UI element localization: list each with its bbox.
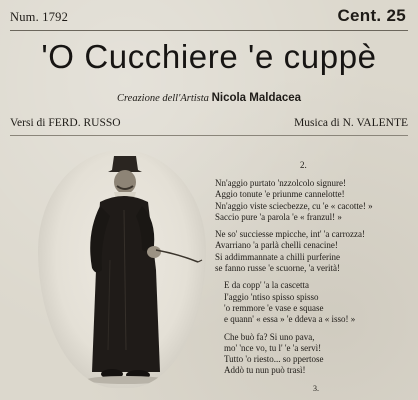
lyric-line: e quann' « essa » 'e ddeva a « isso! » <box>224 314 356 325</box>
performer-photo <box>38 150 206 388</box>
lyrics-credit: Versi di FERD. RUSSO <box>10 117 121 129</box>
page-mark-top: 2. <box>300 160 307 170</box>
lyric-line: Nn'aggio viste sciecbezze, cu 'e « cacotte! » <box>215 200 373 211</box>
issue-number: Num. 1792 <box>10 10 69 24</box>
price-label: Cent. 25 <box>337 6 406 25</box>
lyric-line: I'aggio 'ntiso spisso spisso <box>224 291 319 302</box>
lyric-line: Che buò fa? Si uno pava, <box>224 331 315 342</box>
lyric-line: Aggio tonute 'e priunme cannelotte! <box>215 189 345 200</box>
page-mark-bottom: 3. <box>313 384 319 393</box>
top-divider <box>10 30 408 31</box>
lyric-line: 'o remmore 'e vase e squase <box>224 302 324 313</box>
lyric-line: Tutto 'o riesto... so ppertose <box>224 354 324 365</box>
lyric-line: Si addimmannate a chilli purferine <box>215 251 340 262</box>
artist-name: Nicola Maldacea <box>211 92 302 104</box>
song-title: 'O Cucchiere 'e cuppè <box>41 38 377 75</box>
lyric-line: E da copp' 'a la cascetta <box>224 280 309 291</box>
lyric-line: Saccio pure 'a parola 'e « franzul! » <box>215 211 342 222</box>
creation-prefix: Creazione dell'Artista <box>116 93 209 104</box>
music-credit: Musica di N. VALENTE <box>294 117 408 129</box>
lyric-line: se fanno russe 'e scuorne, 'a verità! <box>215 263 340 274</box>
credits-divider <box>10 135 408 136</box>
performer-figure-illustration <box>38 150 206 388</box>
creation-credit <box>0 92 418 104</box>
lyric-line: Addò tu nun può trasì! <box>224 365 306 376</box>
stanza <box>215 229 415 274</box>
lyrics-block <box>215 178 415 383</box>
stanza <box>215 280 415 325</box>
stanza <box>215 332 415 377</box>
lyric-line: Avarriano 'a parlà chelli cenacine! <box>215 240 338 251</box>
stanza <box>215 178 415 223</box>
lyric-line: Nn'aggio purtato 'nzzolcolo signure! <box>215 178 346 188</box>
lyric-line: Ne so' succiesse mpicche, int' 'a carrozza! <box>215 229 366 240</box>
lyric-line: mo' 'nce vo, tu l' 'e 'a servì! <box>224 342 322 353</box>
